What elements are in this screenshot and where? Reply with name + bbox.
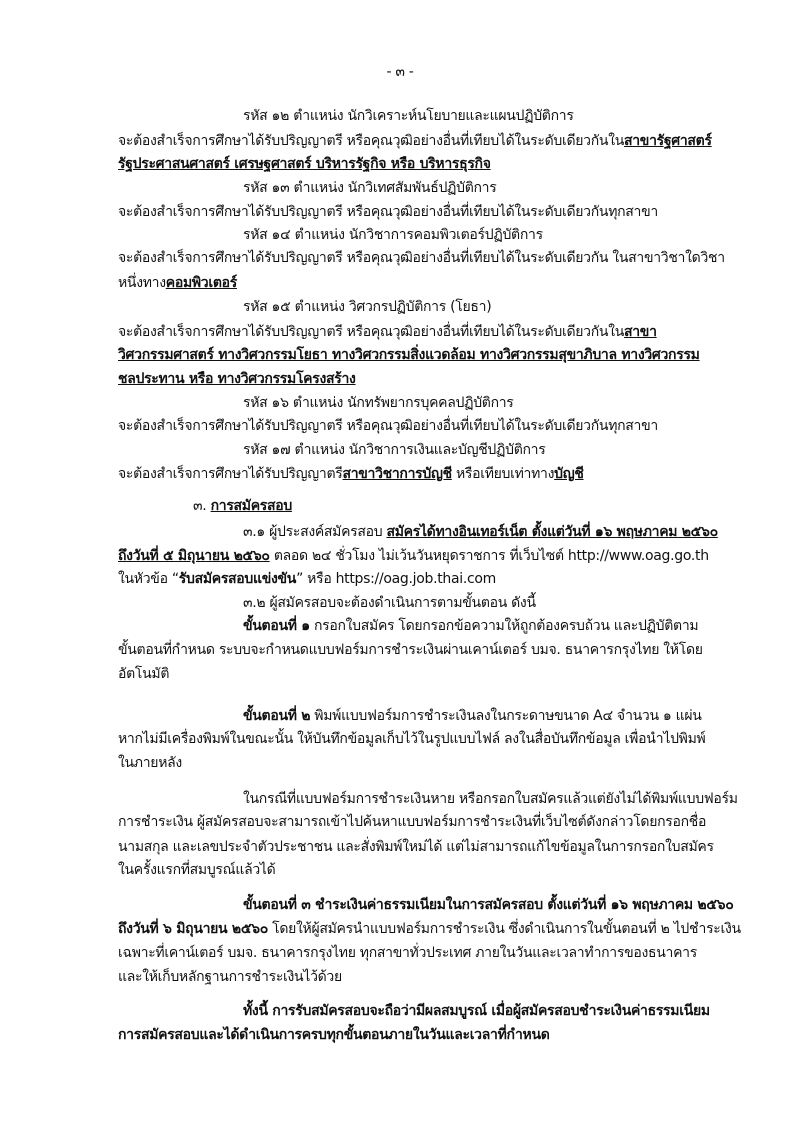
qualification-15: จะต้องสำเร็จการศึกษาได้รับปริญญาตรี หรือคุณวุฒิอย่างอื่นที่เทียบได้ในระดับเดียวกันในสาขา (118, 324, 657, 340)
completion-note-cont: การสมัครสอบและได้ดำเนินการครบทุกขั้นตอนภายในวันและเวลาที่กำหนด (118, 1027, 550, 1043)
step-2: ขั้นตอนที่ ๒ พิมพ์แบบฟอร์มการชำระเงินลงในกระดาษขนาด A๔ จำนวน ๑ แผ่น (243, 708, 702, 724)
step-3-cont-3: และให้เก็บหลักฐานการชำระเงินไว้ด้วย (118, 969, 342, 985)
section-3-1-topic: ในหัวข้อ “รับสมัครสอบแข่งขัน” หรือ https://oag.job.thai.com (118, 571, 497, 587)
position-code-15: รหัส ๑๕ ตำแหน่ง วิศวกรปฏิบัติการ (โยธา) (243, 299, 492, 315)
step-2-cont: หากไม่มีเครื่องพิมพ์ในขณะนั้น ให้บันทึกข้อมูลเก็บไว้ในรูปแบบไฟล์ ลงในสื่อบันทึกข้อมูล เพื่อนำไปพิมพ์ (118, 731, 706, 747)
lost-form-note: ในกรณีที่แบบฟอร์มการชำระเงินหาย หรือกรอกใบสมัครแล้วแต่ยังไม่ได้พิมพ์แบบฟอร์ม (243, 791, 738, 807)
qualification-14: จะต้องสำเร็จการศึกษาได้รับปริญญาตรี หรือคุณวุฒิอย่างอื่นที่เทียบได้ในระดับเดียวกัน ในสาขาวิชาใดวิชา (118, 250, 725, 266)
step-2-cont-2: ในภายหลัง (118, 755, 182, 771)
completion-note: ทั้งนี้ การรับสมัครสอบจะถือว่ามีผลสมบูรณ์ เมื่อผู้สมัครสอบชำระเงินค่าธรรมเนียม (243, 1003, 710, 1019)
lost-form-note-cont: การชำระเงิน ผู้สมัครสอบจะสามารถเข้าไปค้นหาแบบฟอร์มการชำระเงินที่เว็บไซต์ดังกล่าวโดยกรอกชื่อ (118, 814, 707, 830)
step-3-cont: ถึงวันที่ ๖ มิถุนายน ๒๕๖๐ โดยให้ผู้สมัครนำแบบฟอร์มการชำระเงิน ซึ่งดำเนินการในขั้นตอนที่ ๒ ไปชำระเงิน (118, 921, 741, 937)
step-3: ขั้นตอนที่ ๓ ชำระเงินค่าธรรมเนียมในการสมัครสอบ ตั้งแต่วันที่ ๑๖ พฤษภาคม ๒๕๖๐ (243, 897, 734, 913)
qualification-14-field: หนึ่งทางคอมพิวเตอร์ (118, 275, 237, 291)
section-3-heading: ๓. การสมัครสอบ (193, 498, 292, 514)
position-code-12: รหัส ๑๒ ตำแหน่ง นักวิเคราะห์นโยบายและแผนปฏิบัติการ (243, 108, 574, 124)
qualification-12-fields: รัฐประศาสนศาสตร์ เศรษฐศาสตร์ บริหารรัฐกิจ หรือ บริหารธุรกิจ (118, 156, 491, 172)
position-code-14: รหัส ๑๔ ตำแหน่ง นักวิชาการคอมพิวเตอร์ปฏิบัติการ (243, 227, 543, 243)
qualification-15-fields-cont: ชลประทาน หรือ ทางวิศวกรรมโครงสร้าง (118, 371, 356, 387)
position-code-16: รหัส ๑๖ ตำแหน่ง นักทรัพยากรบุคคลปฏิบัติการ (243, 395, 514, 411)
section-3-1: ๓.๑ ผู้ประสงค์สมัครสอบ สมัครได้ทางอินเทอร์เน็ต ตั้งแต่วันที่ ๑๖ พฤษภาคม ๒๕๖๐ (243, 524, 718, 540)
section-3-1-cont: ถึงวันที่ ๕ มิถุนายน ๒๕๖๐ ตลอด ๒๔ ชั่วโมง ไม่เว้นวันหยุดราชการ ที่เว็บไซต์ http://www.oag.go.th (118, 548, 709, 564)
position-code-13: รหัส ๑๓ ตำแหน่ง นักวิเทศสัมพันธ์ปฏิบัติการ (243, 180, 497, 196)
lost-form-note-cont-2: นามสกุล และเลขประจำตัวประชาชน และสั่งพิมพ์ใหม่ได้ แต่ไม่สามารถแก้ไขข้อมูลในการกรอกใบสมัคร (118, 839, 714, 855)
qualification-16: จะต้องสำเร็จการศึกษาได้รับปริญญาตรี หรือคุณวุฒิอย่างอื่นที่เทียบได้ในระดับเดียวกันทุกสาขา (118, 418, 658, 434)
position-code-17: รหัส ๑๗ ตำแหน่ง นักวิชาการเงินและบัญชีปฏิบัติการ (243, 442, 546, 458)
qualification-12: จะต้องสำเร็จการศึกษาได้รับปริญญาตรี หรือคุณวุฒิอย่างอื่นที่เทียบได้ในระดับเดียวกันในสาขารัฐศาสตร์ (118, 133, 712, 149)
section-3-2: ๓.๒ ผู้สมัครสอบจะต้องดำเนินการตามขั้นตอน ดังนี้ (243, 595, 536, 611)
qualification-13: จะต้องสำเร็จการศึกษาได้รับปริญญาตรี หรือคุณวุฒิอย่างอื่นที่เทียบได้ในระดับเดียวกันทุกสาขา (118, 204, 658, 220)
step-1-cont: ขั้นตอนที่กำหนด ระบบจะกำหนดแบบฟอร์มการชำระเงินผ่านเคาน์เตอร์ บมจ. ธนาคารกรุงไทย ให้โดย (118, 642, 703, 658)
lost-form-note-cont-3: ในครั้งแรกที่สมบูรณ์แล้วได้ (118, 862, 276, 878)
step-3-cont-2: เฉพาะที่เคาน์เตอร์ บมจ. ธนาคารกรุงไทย ทุกสาขาทั่วประเทศ ภายในวันและเวลาทำการของธนาคาร (118, 945, 697, 961)
qualification-15-fields: วิศวกรรมศาสตร์ ทางวิศวกรรมโยธา ทางวิศวกรรมสิ่งแวดล้อม ทางวิศวกรรมสุขาภิบาล ทางวิศวกรรม (118, 347, 700, 363)
step-1: ขั้นตอนที่ ๑ กรอกใบสมัคร โดยกรอกข้อความให้ถูกต้องครบถ้วน และปฏิบัติตาม (243, 618, 699, 634)
step-1-cont-2: อัตโนมัติ (118, 666, 170, 682)
page-number: - ๓ - (386, 64, 414, 80)
qualification-17: จะต้องสำเร็จการศึกษาได้รับปริญญาตรีสาขาวิชาการบัญชี หรือเทียบเท่าทางบัญชี (118, 466, 584, 482)
